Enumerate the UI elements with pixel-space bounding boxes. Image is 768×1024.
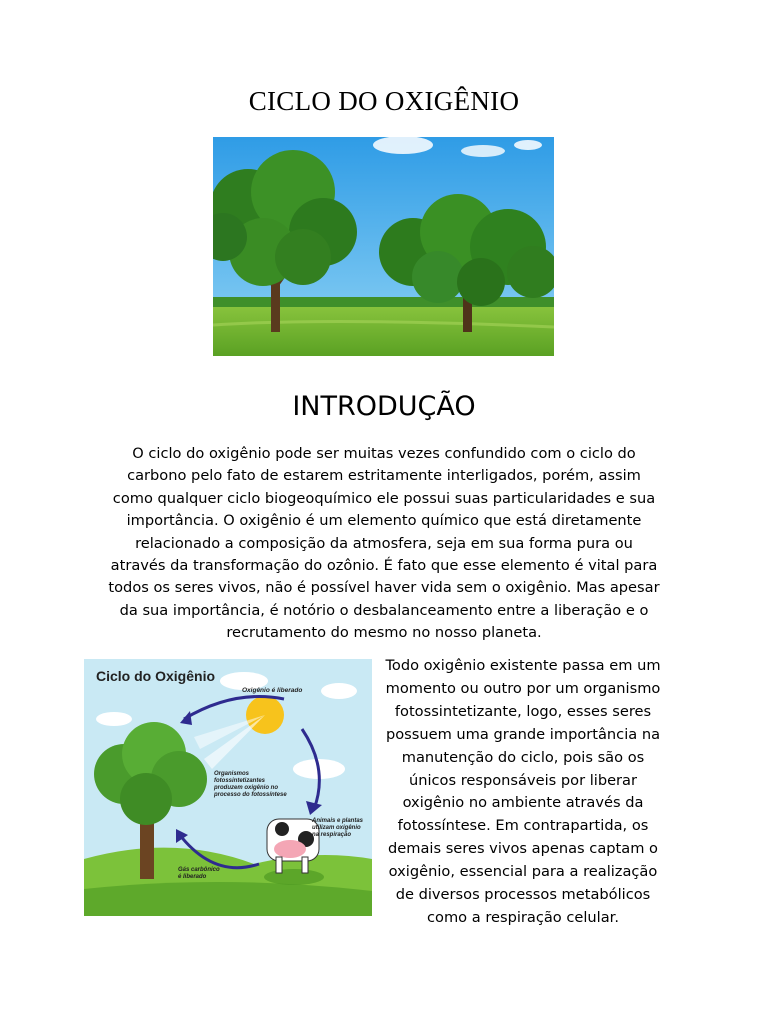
side-paragraph [382,655,664,930]
side-text: Todo oxigênio existente passa em um momento ou outro por um organismo fotossintetizante, logo, esses seres possuem uma grande importância na manutenção do ciclo, pois são os únicos responsáveis por liberar oxigênio no ambiente através da fotossíntese. Em contrapartida, os demais seres vivos apenas captam o oxigênio, essencial para a realização de diversos processos metabólicos como a respiração celular. [385,657,661,926]
page-title: CICLO DO OXIGÊNIO [248,86,520,116]
trees-photo [213,137,554,356]
label-organisms: Organismos fotossintetizantes produzem oxigênio no processo do fotossíntese [214,771,287,798]
label-co2-released: Gás carbônico é liberado [178,867,220,880]
label-animals-plants: Animais e plantas utilizam oxigênio na respiração [312,818,364,838]
oxygen-cycle-diagram [84,659,372,916]
intro-paragraph [108,443,660,645]
intro-text: O ciclo do oxigênio pode ser muitas vezes confundido com o ciclo do carbono pelo fato de estarem estritamente interligados, porém, assim como qualquer ciclo biogeoquímico ele possui suas particularidades e sua importância. O oxigênio é um elemento químico que está diretamente relacionado a composição da atmosfera, seja em sua forma pura ou através da transformação do ozônio. É fato que esse elemento é vital para todos os seres vivos, não é possível haver vida sem o oxigênio. Mas apesar da sua importância, é notório o desbalanceamento entre a liberação e o recrutamento do mesmo no nosso planeta. [108,445,660,642]
label-oxygen-released: Oxigênio é liberado [242,687,303,694]
section-heading: INTRODUÇÃO [292,391,476,422]
diagram-title: Ciclo do Oxigênio [96,668,216,684]
